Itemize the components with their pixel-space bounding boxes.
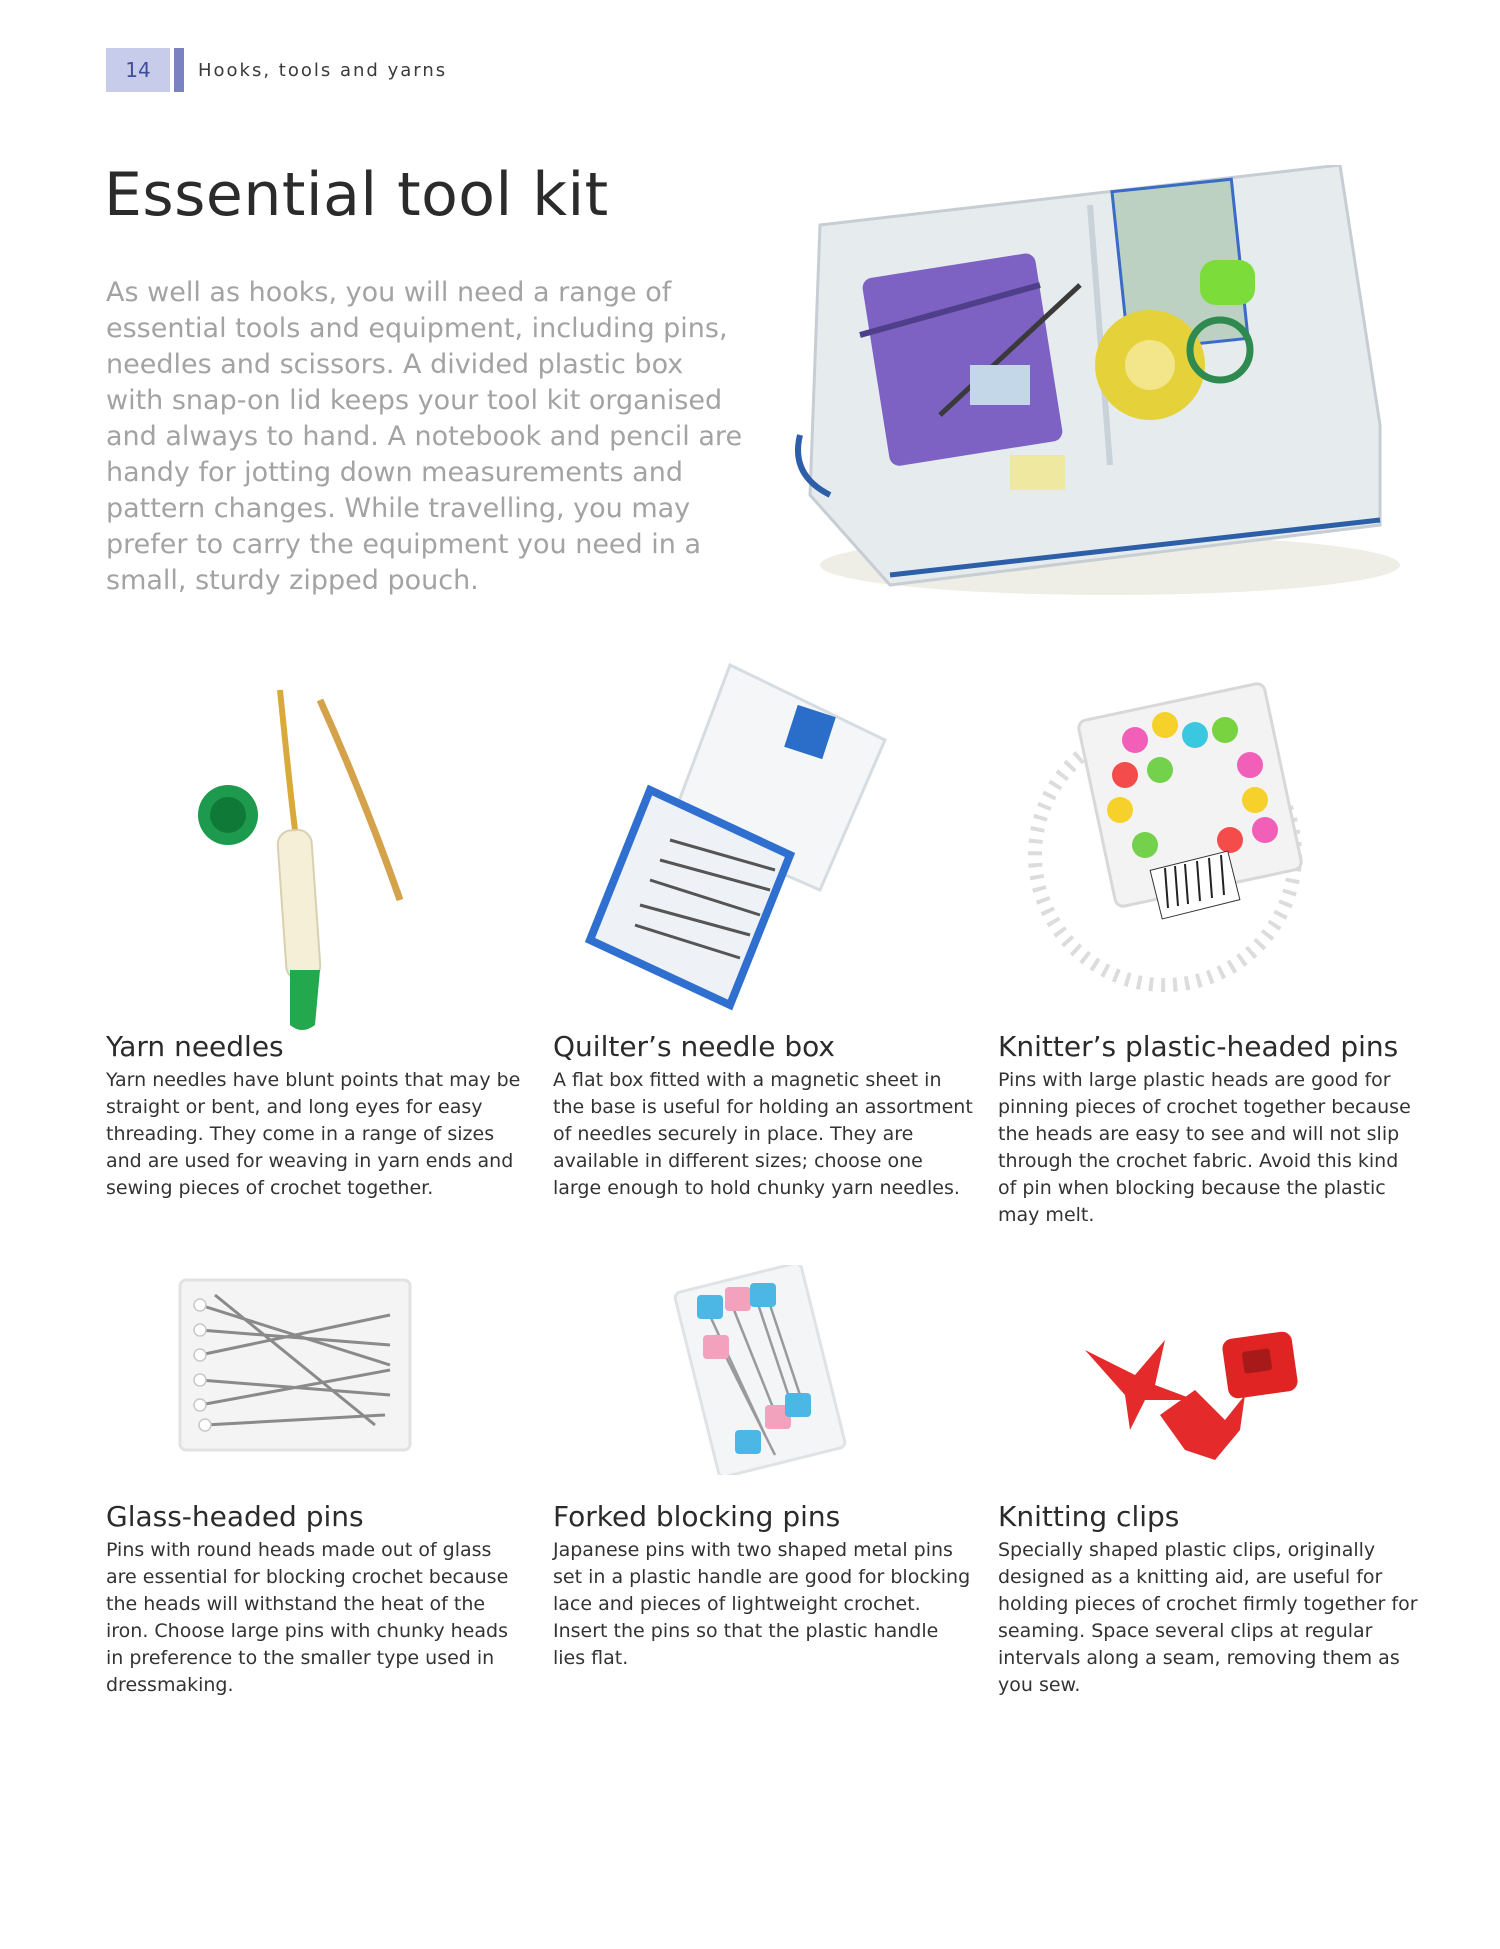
tool-description: Yarn needles have blunt points that may be straight or bent, and long eyes for easy threading. They come in a range of sizes and are used for weaving in yarn ends and sewing pieces of crochet together. xyxy=(106,1069,521,1199)
intro-paragraph: As well as hooks, you will need a range of essential tools and equipment, including pins, needles and scissors. A divided plastic box with snap-on lid keeps your tool kit organised and always to hand. A notebook and pencil are handy for jotting down measurements and pattern changes. While travelling, you may prefer to carry the equipment you need in a small, sturdy zipped pouch. xyxy=(106,277,743,596)
tool-heading: Glass-headed pins xyxy=(106,1500,364,1533)
tool-description: Pins with round heads made out of glass are essential for blocking crochet because the heads will withstand the heat of the iron. Choose large pins with chunky heads in preference to the smaller type used in dressmaking. xyxy=(106,1539,509,1696)
plastic-headed-pins-photo xyxy=(1025,680,1325,1010)
tool-heading: Forked blocking pins xyxy=(553,1500,841,1533)
yarn-needles-photo xyxy=(190,670,430,1040)
tool-knitters-plastic-headed-pins xyxy=(998,1030,1418,1229)
tool-quilters-needle-box xyxy=(553,1030,973,1202)
page-title: Essential tool kit xyxy=(104,160,609,230)
running-head-title: Hooks, tools and yarns xyxy=(198,59,448,81)
tool-heading: Quilter’s needle box xyxy=(553,1030,835,1063)
tool-glass-headed-pins xyxy=(106,1500,526,1699)
knitting-clips-photo xyxy=(1075,1320,1345,1470)
tool-heading: Yarn needles xyxy=(106,1030,284,1063)
header-divider-bar xyxy=(174,48,184,92)
tool-knitting-clips xyxy=(998,1500,1418,1699)
tool-heading: Knitting clips xyxy=(998,1500,1180,1533)
tool-heading: Knitter’s plastic-headed pins xyxy=(998,1030,1399,1063)
tool-description: Specially shaped plastic clips, originally designed as a knitting aid, are useful for holding pieces of crochet firmly together for seaming. Space several clips at regular intervals along a seam, removing them as you sew. xyxy=(998,1539,1418,1696)
quilters-needle-box-photo xyxy=(580,660,890,1020)
tool-box-photo xyxy=(780,165,1420,605)
glass-headed-pins-photo xyxy=(175,1275,415,1455)
tool-description: Pins with large plastic heads are good for pinning pieces of crochet together because the heads are easy to see and will not slip through the crochet fabric. Avoid this kind of pin when blocking because the plastic may melt. xyxy=(998,1069,1411,1226)
running-header xyxy=(106,48,447,92)
page-number: 14 xyxy=(106,48,170,92)
tool-forked-blocking-pins xyxy=(553,1500,973,1672)
forked-blocking-pins-photo xyxy=(655,1265,855,1475)
tool-yarn-needles xyxy=(106,1030,526,1202)
tool-description: A flat box fitted with a magnetic sheet in the base is useful for holding an assortment of needles securely in place. They are available in different sizes; choose one large enough to hold chunky yarn needles. xyxy=(553,1069,973,1199)
tool-description: Japanese pins with two shaped metal pins set in a plastic handle are good for blocking lace and pieces of lightweight crochet. Insert the pins so that the plastic handle lies flat. xyxy=(553,1539,971,1669)
